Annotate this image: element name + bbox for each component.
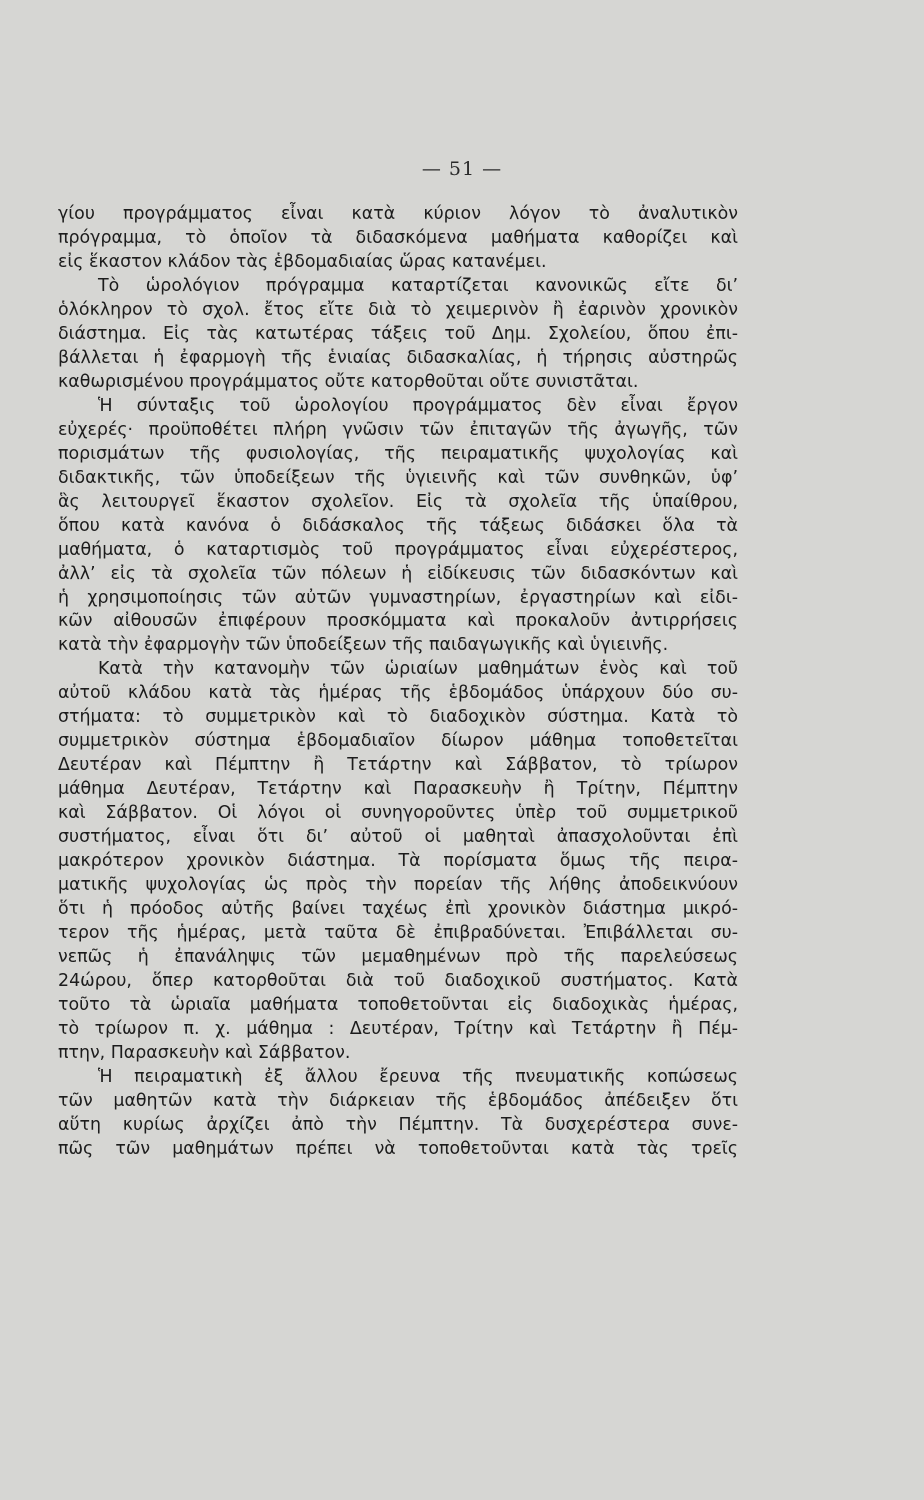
text-line: εὐχερές· προϋποθέτει πλήρη γνῶσιν τῶν ἐπιταγῶν τῆς ἀγωγῆς, τῶν — [58, 419, 738, 440]
text-line: κῶν αἰθουσῶν ἐπιφέρουν προσκόμματα καὶ προκαλοῦν ἀντιρρήσεις — [58, 611, 738, 632]
text-line: βάλλεται ἡ ἐφαρμογὴ τῆς ἑνιαίας διδασκαλίας, ἡ τήρησις αὐστηρῶς — [58, 347, 738, 368]
text-line: εἰς ἕκαστον κλάδον τὰς ἑβδομαδιαίας ὥρας κατανέμει. — [58, 251, 547, 272]
text-line: ματικῆς ψυχολογίας ὡς πρὸς τὴν πορείαν τῆς λήθης ἀποδεικνύουν — [58, 875, 738, 896]
text-line: ἃς λειτουργεῖ ἕκαστον σχολεῖον. Εἰς τὰ σχολεῖα τῆς ὑπαίθρου, — [58, 491, 738, 512]
text-line: ἀλλ’ εἰς τὰ σχολεῖα τῶν πόλεων ἡ εἰδίκευσις τῶν διδασκόντων καὶ — [58, 563, 738, 584]
text-line: ἡ χρησιμοποίησις τῶν αὐτῶν γυμναστηρίων, ἐργαστηρίων καὶ εἰδι- — [58, 587, 738, 608]
text-line: ὅπου κατὰ κανόνα ὁ διδάσκαλος τῆς τάξεως διδάσκει ὅλα τὰ — [58, 515, 738, 536]
text-line: τοῦτο τὰ ὡριαῖα μαθήματα τοποθετοῦνται εἰς διαδοχικὰς ἡμέρας, — [58, 994, 738, 1015]
text-line: ὅτι ἡ πρόοδος αὐτῆς βαίνει ταχέως ἐπὶ χρονικὸν διάστημα μικρό- — [58, 899, 738, 920]
text-line: Τὸ ὡρολόγιον πρόγραμμα καταρτίζεται κανονικῶς εἴτε δι’ — [98, 275, 738, 296]
text-line: τῶν μαθητῶν κατὰ τὴν διάρκειαν τῆς ἑβδομάδος ἀπέδειξεν ὅτι — [58, 1090, 738, 1111]
text-line: καθωρισμένου προγράμματος οὔτε κατορθοῦται οὔτε συνιστᾶται. — [58, 371, 639, 392]
text-line: πῶς τῶν μαθημάτων πρέπει νὰ τοποθετοῦνται κατὰ τὰς τρεῖς — [58, 1138, 738, 1159]
text-line: πτην, Παρασκευὴν καὶ Σάββατον. — [58, 1042, 351, 1063]
text-line: ὁλόκληρον τὸ σχολ. ἔτος εἴτε διὰ τὸ χειμερινὸν ἢ ἐαρινὸν χρονικὸν — [58, 299, 738, 320]
text-line: τερον τῆς ἡμέρας, μετὰ ταῦτα δὲ ἐπιβραδύνεται. Ἐπιβάλλεται συ- — [58, 923, 738, 944]
text-line: μάθημα Δευτέραν, Τετάρτην καὶ Παρασκευὴν ἢ Τρίτην, Πέμπτην — [58, 779, 738, 800]
text-line: συμμετρικὸν σύστημα ἑβδομαδιαῖον δίωρον μάθημα τοποθετεῖται — [58, 731, 738, 752]
text-line: διδακτικῆς, τῶν ὑποδείξεων τῆς ὑγιεινῆς καὶ τῶν συνθηκῶν, ὑφ’ — [58, 467, 738, 488]
text-line: Κατὰ τὴν κατανομὴν τῶν ὡριαίων μαθημάτων ἑνὸς καὶ τοῦ — [98, 659, 738, 680]
text-line: μαθήματα, ὁ καταρτισμὸς τοῦ προγράμματος εἶναι εὐχερέστερος, — [58, 539, 738, 560]
text-line: αὐτοῦ κλάδου κατὰ τὰς ἡμέρας τῆς ἑβδομάδος ὑπάρχουν δύο συ- — [58, 683, 738, 704]
text-line: πρόγραμμα, τὸ ὁποῖον τὰ διδασκόμενα μαθήματα καθορίζει καὶ — [58, 227, 738, 248]
text-line: 24ώρου, ὅπερ κατορθοῦται διὰ τοῦ διαδοχικοῦ συστήματος. Κατὰ — [58, 971, 738, 991]
text-line: στήματα: τὸ συμμετρικὸν καὶ τὸ διαδοχικὸν σύστημα. Κατὰ τὸ — [58, 707, 738, 728]
text-line: Ἡ σύνταξις τοῦ ὡρολογίου προγράμματος δὲν εἶναι ἔργον — [98, 395, 738, 416]
text-line: τὸ τρίωρον π. χ. μάθημα : Δευτέραν, Τρίτην καὶ Τετάρτην ἢ Πέμ- — [58, 1018, 738, 1039]
text-line: πορισμάτων τῆς φυσιολογίας, τῆς πειραματικῆς ψυχολογίας καὶ — [58, 443, 738, 464]
text-line: νεπῶς ἡ ἐπανάληψις τῶν μεμαθημένων πρὸ τῆς παρελεύσεως — [58, 947, 738, 968]
page-number: — 51 — — [421, 158, 503, 180]
text-line: μακρότερον χρονικὸν διάστημα. Τὰ πορίσματα ὅμως τῆς πειρα- — [58, 851, 738, 872]
body-text — [58, 203, 738, 1162]
text-line: γίου προγράμματος εἶναι κατὰ κύριον λόγον τὸ ἀναλυτικὸν — [58, 204, 738, 224]
text-line: καὶ Σάββατον. Οἱ λόγοι οἱ συνηγοροῦντες ὑπὲρ τοῦ συμμετρικοῦ — [58, 803, 738, 824]
text-line: διάστημα. Εἰς τὰς κατωτέρας τάξεις τοῦ Δημ. Σχολείου, ὅπου ἐπι- — [58, 323, 738, 344]
text-line: Δευτέραν καὶ Πέμπτην ἢ Τετάρτην καὶ Σάββατον, τὸ τρίωρον — [58, 755, 738, 776]
text-line: Ἡ πειραματικὴ ἐξ ἄλλου ἔρευνα τῆς πνευματικῆς κοπώσεως — [98, 1066, 738, 1087]
text-line: συστήματος, εἶναι ὅτι δι’ αὐτοῦ οἱ μαθηταὶ ἀπασχολοῦνται ἐπὶ — [58, 827, 738, 848]
text-line: αὕτη κυρίως ἀρχίζει ἀπὸ τὴν Πέμπτην. Τὰ δυσχερέστερα συνε- — [58, 1114, 738, 1135]
text-line: κατὰ τὴν ἐφαρμογὴν τῶν ὑποδείξεων τῆς παιδαγωγικῆς καὶ ὑγιεινῆς. — [58, 635, 669, 656]
